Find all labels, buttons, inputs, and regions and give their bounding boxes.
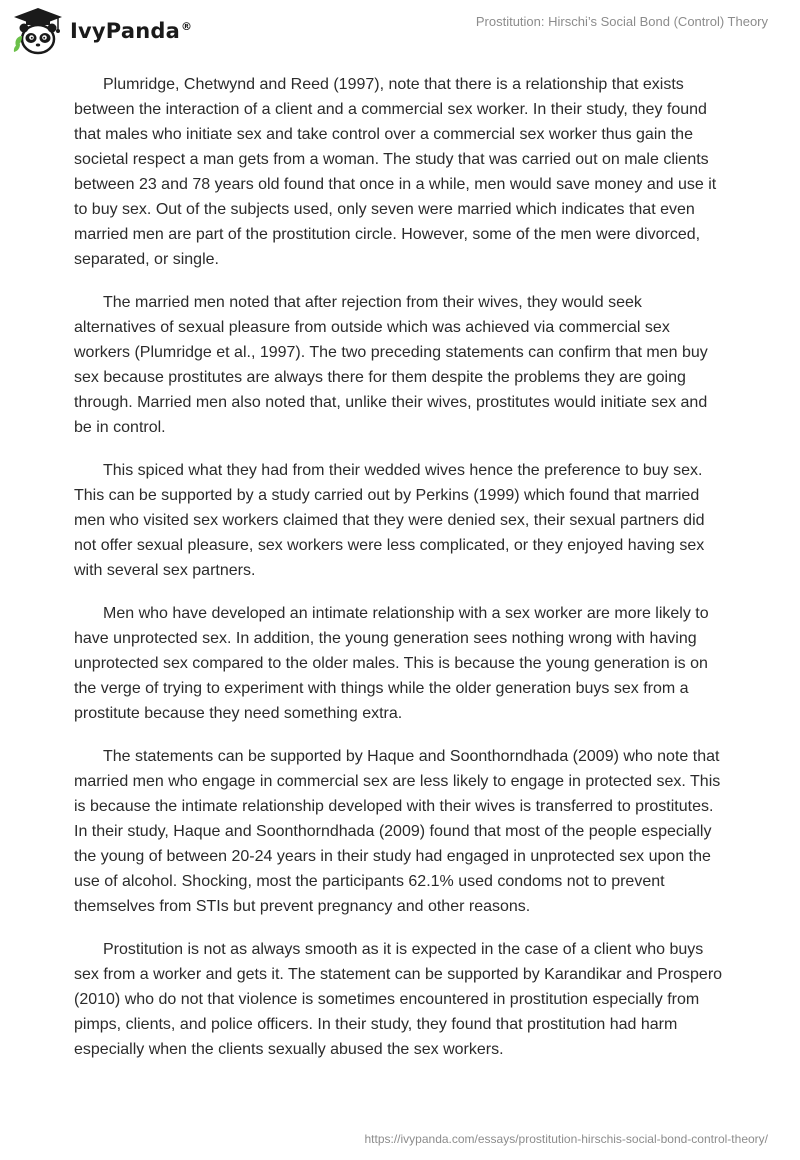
paragraph-5: The statements can be supported by Haque and Soonthorndhada (2009) who note that married men who engage in commercial sex are less likely to engage in protected sex. This is because the intimate relationship developed with their wives is transferred to prostitutes. In their study, Haque and Soonthorndhada (2009) found that most of the people especially the young of between 20-24 years in their study had engaged in unprotected sex upon the use of alcohol. Shocking, most the participants 62.1% used condoms not to prevent themselves from STIs but prevent pregnancy and other reasons. (74, 748, 721, 915)
paragraph-4: Men who have developed an intimate relationship with a sex worker are more likely to have unprotected sex. In addition, the young generation sees nothing wrong with having unprotected sex compared to the older males. This is because the young generation is on the verge of trying to experiment with things while the older generation buys sex from a prostitute because they need something extra. (74, 605, 709, 722)
essay-body (74, 72, 724, 1080)
brand-name: IvyPanda® (70, 19, 193, 43)
paragraph-6: Prostitution is not as always smooth as it is expected in the case of a client who buys sex from a worker and gets it. The statement can be supported by Karandikar and Prospero (2010) who do not that violence is sometimes encountered in prostitution especially from pimps, clients, and police officers. In their study, they found that prostitution had harm especially when the clients sexually abused the sex workers. (74, 941, 723, 1058)
paragraph-2: The married men noted that after rejection from their wives, they would seek alternatives of sexual pleasure from outside which was achieved via commercial sex workers (Plumridge et al., 1997). The two preceding statements can confirm that men buy sex because prostitutes are always there for them despite the problems they are going through. Married men also noted that, unlike their wives, prostitutes would initiate sex and be in control. (74, 294, 708, 436)
source-url-link[interactable]: https://ivypanda.com/essays/prostitution-hirschis-social-bond-control-theory/ (364, 1132, 768, 1146)
registered-mark: ® (180, 20, 193, 33)
paragraph-3: This spiced what they had from their wedded wives hence the preference to buy sex. This can be supported by a study carried out by Perkins (1999) which found that married men who visited sex workers claimed that they were denied sex, their sexual partners did not offer sexual pleasure, sex workers were less complicated, or they enjoyed having sex with several sex partners. (74, 462, 705, 579)
panda-graduate-icon (12, 6, 64, 56)
paragraph-1: Plumridge, Chetwynd and Reed (1997), note that there is a relationship that exists between the interaction of a client and a commercial sex worker. In their study, they found that males who initiate sex and take control over a commercial sex worker thus gain the societal respect a man gets from a woman. The study that was carried out on male clients between 23 and 78 years old found that once in a while, men would save money and use it to buy sex. Out of the subjects used, only seven were married which indicates that even married men are part of the prostitution circle. However, some of the men were divorced, separated, or single. (74, 76, 717, 268)
ivypanda-logo[interactable] (12, 6, 192, 56)
document-title: Prostitution: Hirschi’s Social Bond (Control) Theory (475, 14, 768, 29)
page-header (0, 0, 800, 60)
